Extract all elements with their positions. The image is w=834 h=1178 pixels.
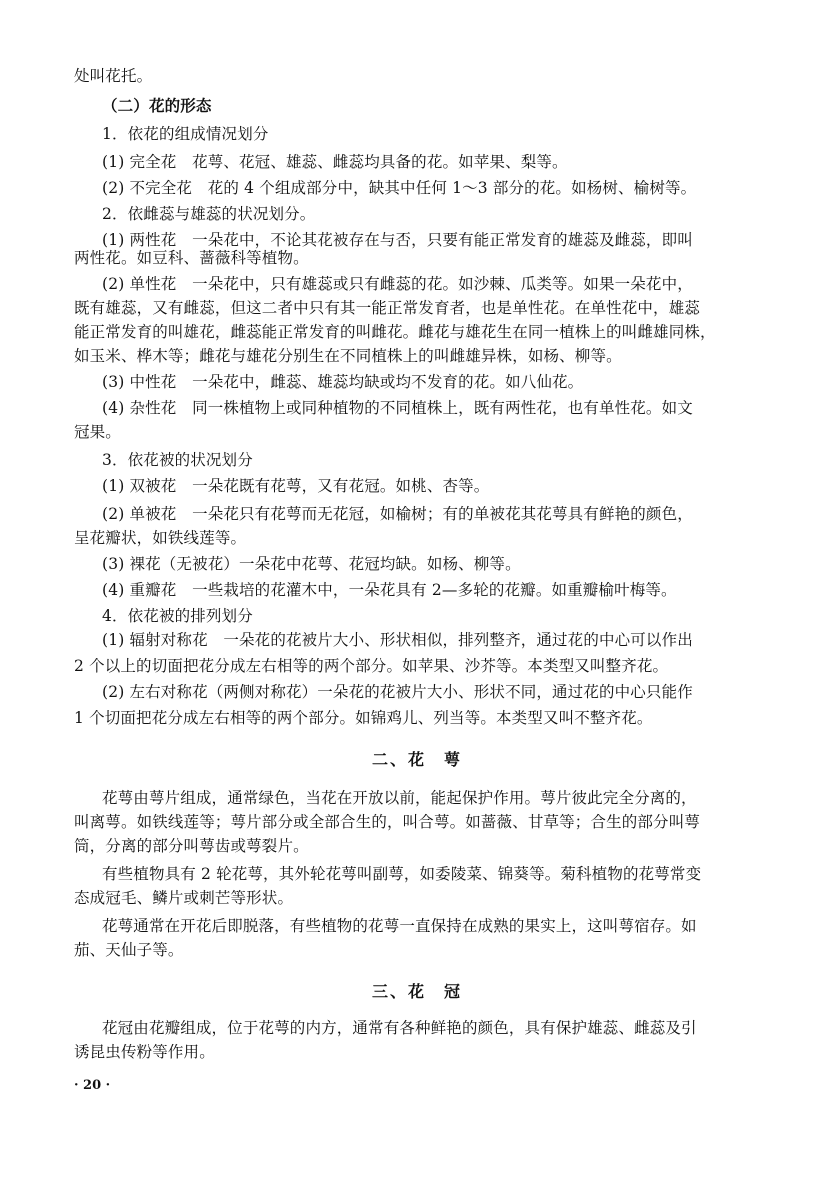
text-line: (4) 重瓣花 一些栽培的花灌木中，一朵花具有 2—多轮的花瓣。如重瓣榆叶梅等。 (102, 581, 677, 599)
text-line: 能正常发育的叫雄花，雌蕊能正常发育的叫雌花。雌花与雄花生在同一植株上的叫雌雄同株， (74, 323, 716, 341)
subsection-heading: 4．依花被的排列划分 (102, 607, 253, 625)
text-line: 茄、天仙子等。 (74, 941, 184, 959)
text-line: (1) 两性花 一朵花中，不论其花被存在与否，只要有能正常发育的雄蕊及雌蕊，即叫 (102, 231, 693, 249)
text-line: (2) 不完全花 花的 4 个组成部分中，缺其中任何 1～3 部分的花。如杨树、榆树等。 (102, 179, 697, 197)
chapter-heading-calyx: 二、花 萼 (371, 750, 462, 769)
text-line: 既有雄蕊，又有雌蕊，但这二者中只有其一能正常发育者，也是单性花。在单性花中，雄蕊 (74, 299, 701, 317)
text-line: 两性花。如豆科、蔷薇科等植物。 (74, 249, 309, 267)
text-line: 诱昆虫传粉等作用。 (74, 1043, 215, 1061)
text-line: 叫离萼。如铁线莲等；萼片部分或全部合生的，叫合萼。如蔷薇、甘草等；合生的部分叫萼 (74, 813, 701, 831)
text-line: 如玉米、桦木等；雌花与雄花分别生在不同植株上的叫雌雄异株，如杨、柳等。 (74, 347, 622, 365)
subsection-heading: 1．依花的组成情况划分 (102, 125, 269, 143)
text-line: 2 个以上的切面把花分成左右相等的两个部分。如苹果、沙芥等。本类型又叫整齐花。 (74, 657, 669, 675)
text-line: 态成冠毛、鳞片或刺芒等形状。 (74, 889, 294, 907)
text-line: (3) 裸花（无被花）一朵花中花萼、花冠均缺。如杨、柳等。 (102, 555, 521, 573)
text-line: (2) 单被花 一朵花只有花萼而无花冠，如榆树；有的单被花其花萼具有鲜艳的颜色， (102, 505, 693, 523)
subsection-heading: 3．依花被的状况划分 (102, 451, 253, 469)
text-line: 冠果。 (74, 423, 121, 441)
text-line: (4) 杂性花 同一株植物上或同种植物的不同植株上，既有两性花，也有单性花。如文 (102, 399, 693, 417)
text-line: (1) 双被花 一朵花既有花萼，又有花冠。如桃、杏等。 (102, 477, 490, 495)
text-line: 1 个切面把花分成左右相等的两个部分。如锦鸡儿、列当等。本类型又叫不整齐花。 (74, 709, 653, 727)
text-line: 处叫花托。 (74, 67, 153, 85)
text-line: 有些植物具有 2 轮花萼，其外轮花萼叫副萼，如委陵菜、锦葵等。菊科植物的花萼常变 (102, 865, 702, 883)
text-line: (3) 中性花 一朵花中，雌蕊、雄蕊均缺或均不发育的花。如八仙花。 (102, 373, 584, 391)
chapter-heading-corolla: 三、花 冠 (371, 982, 462, 1001)
subsection-heading: 2．依雌蕊与雄蕊的状况划分。 (102, 205, 316, 223)
text-line: (1) 完全花 花萼、花冠、雄蕊、雌蕊均具备的花。如苹果、梨等。 (102, 153, 568, 171)
text-line: 花萼通常在开花后即脱落，有些植物的花萼一直保持在成熟的果实上，这叫萼宿存。如 (102, 917, 697, 935)
text-line: 花萼由萼片组成，通常绿色，当花在开放以前，能起保护作用。萼片彼此完全分离的， (102, 789, 697, 807)
text-line: (1) 辐射对称花 一朵花的花被片大小、形状相似，排列整齐，通过花的中心可以作出 (102, 631, 693, 649)
text-line: 呈花瓣状，如铁线莲等。 (74, 529, 247, 547)
text-line: (2) 单性花 一朵花中，只有雄蕊或只有雌蕊的花。如沙棘、瓜类等。如果一朵花中， (102, 275, 693, 293)
page-number: · 20 · (74, 1078, 111, 1093)
text-line: (2) 左右对称花（两侧对称花）一朵花的花被片大小、形状不同，通过花的中心只能作 (102, 683, 693, 701)
text-line: 筒，分离的部分叫萼齿或萼裂片。 (74, 837, 309, 855)
text-line: 花冠由花瓣组成，位于花萼的内方，通常有各种鲜艳的颜色，具有保护雄蕊、雌蕊及引 (102, 1019, 697, 1037)
section-heading: （二）花的形态 (102, 96, 212, 115)
